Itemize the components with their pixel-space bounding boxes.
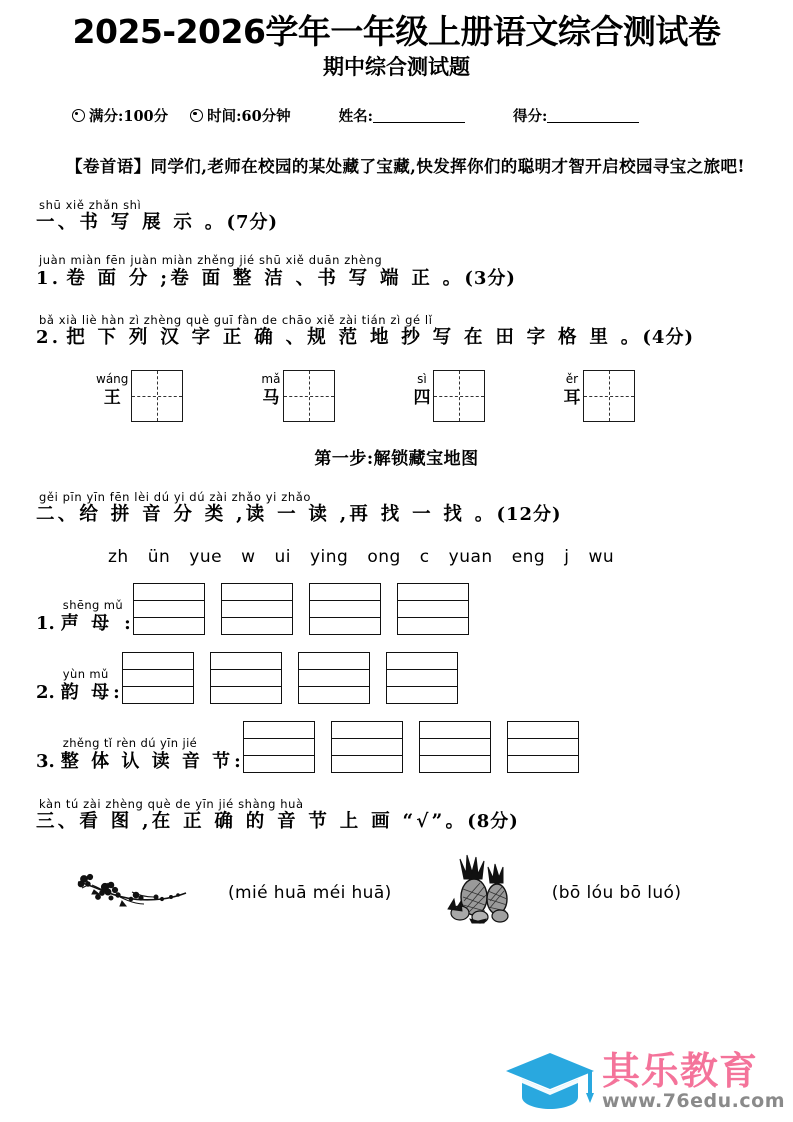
score-field-group bbox=[513, 105, 639, 126]
sixiange-box[interactable] bbox=[507, 721, 579, 773]
sixiange-box[interactable] bbox=[298, 652, 370, 704]
sixiange-box[interactable] bbox=[221, 583, 293, 635]
section-3-pinyin: kàn tú zài zhèng què de yīn jié shàng huà bbox=[39, 796, 304, 811]
section-1-pinyin: shū xiě zhǎn shì bbox=[39, 197, 142, 212]
category-row-zhengtirendu bbox=[36, 721, 793, 774]
tianzige-char: 王 bbox=[103, 387, 121, 408]
watermark-url: www.76edu.com bbox=[602, 1089, 785, 1112]
tianzige-label bbox=[261, 370, 280, 409]
sixiange-box[interactable] bbox=[397, 583, 469, 635]
tianzige-label bbox=[563, 370, 580, 409]
tianzige-char: 耳 bbox=[563, 387, 581, 408]
score-input-blank[interactable] bbox=[547, 109, 639, 123]
category-number: 2. bbox=[36, 681, 55, 703]
full-score-meta bbox=[72, 105, 168, 126]
score-label: 得分: bbox=[513, 108, 548, 126]
pinyin-pool-item: ying bbox=[309, 546, 349, 567]
section-1-title: 一、书 写 展 示 。(7分) bbox=[36, 211, 279, 233]
category-colon: : bbox=[113, 681, 120, 703]
sixiange-box[interactable] bbox=[386, 652, 458, 704]
section-2-title: 二、给 拼 音 分 类 ,读 一 读 ,再 找 一 找 。 bbox=[36, 504, 497, 526]
category-number: 1. bbox=[36, 612, 55, 634]
sixiange-box[interactable] bbox=[133, 583, 205, 635]
picture-choice-1[interactable]: (mié huā méi huā) bbox=[228, 882, 392, 903]
page-subtitle: 期中综合测试题 bbox=[323, 54, 470, 79]
tianzige-label bbox=[413, 370, 430, 409]
tianzige-writing-box[interactable] bbox=[433, 370, 485, 422]
pinyin-pool-item: wu bbox=[588, 546, 615, 567]
circle-bullet-icon bbox=[190, 109, 203, 122]
pinyin-pool-item: ün bbox=[147, 546, 171, 567]
category-label bbox=[61, 668, 112, 704]
answer-boxes bbox=[243, 721, 595, 774]
watermark-text bbox=[602, 1048, 785, 1114]
item-2-number: 2. bbox=[36, 327, 62, 349]
tianzige-cell bbox=[261, 370, 335, 422]
category-name: 声 母 bbox=[60, 613, 113, 635]
picture-choice-2[interactable]: (bō lóu bō luó) bbox=[551, 882, 682, 903]
pineapple-icon bbox=[434, 853, 526, 932]
category-label bbox=[61, 737, 233, 773]
item-1-number: 1. bbox=[36, 267, 62, 289]
watermark-brand: 其乐教育 bbox=[602, 1048, 759, 1093]
category-colon: : bbox=[234, 750, 241, 772]
tianzige-label bbox=[96, 370, 128, 409]
tianzige-writing-box[interactable] bbox=[283, 370, 335, 422]
pinyin-pool-item: ui bbox=[274, 546, 291, 567]
time-limit-meta bbox=[190, 105, 291, 126]
item-2-points: (4分) bbox=[642, 327, 694, 349]
category-row-yunmu bbox=[36, 652, 793, 705]
item-1-text: 卷 面 分 ;卷 面 整 洁 、书 写 端 正 。 bbox=[66, 267, 465, 289]
section-2-heading bbox=[36, 491, 793, 527]
category-name: 韵 母 bbox=[60, 682, 113, 704]
category-pinyin: shēng mǔ bbox=[62, 598, 124, 613]
tianzige-char: 马 bbox=[262, 387, 280, 408]
section-3-title: 三、看 图 ,在 正 确 的 音 节 上 画 “√”。 bbox=[36, 810, 468, 832]
circle-bullet-icon bbox=[72, 109, 85, 122]
tianzige-cell bbox=[413, 370, 485, 422]
section-1-item-2 bbox=[36, 314, 793, 350]
intro-paragraph: 【卷首语】同学们,老师在校园的某处藏了宝藏,快发挥你们的聪明才智开启校园寻宝之旅吧! bbox=[66, 157, 746, 177]
sixiange-box[interactable] bbox=[331, 721, 403, 773]
pinyin-pool-item: w bbox=[241, 546, 256, 567]
pinyin-pool-item: j bbox=[564, 546, 570, 567]
tianzige-cell bbox=[563, 370, 635, 422]
section-3-heading bbox=[36, 798, 793, 834]
category-colon: : bbox=[124, 612, 131, 634]
sixiange-box[interactable] bbox=[419, 721, 491, 773]
tianzige-writing-box[interactable] bbox=[583, 370, 635, 422]
answer-boxes bbox=[133, 583, 485, 636]
picture-choice-row bbox=[0, 853, 793, 932]
tianzige-pinyin: sì bbox=[417, 371, 427, 386]
graduation-cap-icon bbox=[504, 1049, 596, 1116]
page-title: 2025-2026学年一年级上册语文综合测试卷 bbox=[72, 12, 721, 51]
category-label bbox=[61, 599, 123, 635]
step-banner: 第一步:解锁藏宝地图 bbox=[314, 448, 479, 469]
section-2-points: (12分) bbox=[496, 504, 562, 526]
sixiange-box[interactable] bbox=[122, 652, 194, 704]
section-3-points: (8分) bbox=[467, 810, 519, 832]
pinyin-pool-item: c bbox=[419, 546, 430, 567]
category-pinyin: yùn mǔ bbox=[62, 667, 109, 682]
section-1-points: (7分) bbox=[226, 211, 279, 233]
pinyin-pool-item: yuan bbox=[448, 546, 493, 567]
pinyin-pool-item: eng bbox=[511, 546, 546, 567]
section-1-heading bbox=[36, 199, 793, 235]
item-2-text: 把 下 列 汉 字 正 确 、规 范 地 抄 写 在 田 字 格 里 。 bbox=[66, 327, 643, 349]
tianzige-pinyin: mǎ bbox=[261, 371, 281, 386]
category-row-shengmu bbox=[36, 583, 793, 636]
watermark bbox=[504, 1049, 785, 1116]
sixiange-box[interactable] bbox=[243, 721, 315, 773]
pinyin-pool-item: ong bbox=[367, 546, 401, 567]
full-score-label: 满分:100分 bbox=[89, 108, 169, 126]
answer-boxes bbox=[122, 652, 474, 705]
category-number: 3. bbox=[36, 750, 55, 772]
item-1-pinyin: juàn miàn fēn juàn miàn zhěng jié shū xiě duān zhèng bbox=[39, 253, 383, 268]
tianzige-row bbox=[0, 370, 793, 422]
section-1-heading-ruby bbox=[36, 199, 278, 235]
category-name: 整 体 认 读 音 节 bbox=[60, 751, 234, 773]
item-1-points: (3分) bbox=[464, 267, 516, 289]
section-1-item-1 bbox=[36, 254, 793, 290]
name-field-group bbox=[339, 105, 465, 126]
name-input-blank[interactable] bbox=[373, 109, 465, 123]
tianzige-cell bbox=[96, 370, 183, 422]
plum-blossom-branch-icon bbox=[74, 868, 192, 917]
pinyin-pool bbox=[0, 547, 793, 567]
sixiange-box[interactable] bbox=[210, 652, 282, 704]
tianzige-pinyin: ěr bbox=[565, 371, 579, 386]
item-2-pinyin: bǎ xià liè hàn zì zhèng què guī fàn de chāo xiě zài tián zì gé lǐ bbox=[39, 313, 433, 328]
sixiange-box[interactable] bbox=[309, 583, 381, 635]
category-pinyin: zhěng tǐ rèn dú yīn jié bbox=[62, 736, 198, 751]
tianzige-pinyin: wáng bbox=[96, 371, 129, 386]
tianzige-char: 四 bbox=[413, 387, 431, 408]
exam-meta-row bbox=[0, 105, 793, 126]
name-label: 姓名: bbox=[338, 108, 374, 126]
tianzige-writing-box[interactable] bbox=[131, 370, 183, 422]
pinyin-pool-item: zh bbox=[108, 546, 129, 567]
pinyin-pool-item: yue bbox=[189, 546, 223, 567]
time-limit-label: 时间:60分钟 bbox=[207, 108, 291, 126]
section-2-pinyin: gěi pīn yīn fēn lèi dú yi dú zài zhǎo yi zhǎo bbox=[39, 489, 312, 504]
